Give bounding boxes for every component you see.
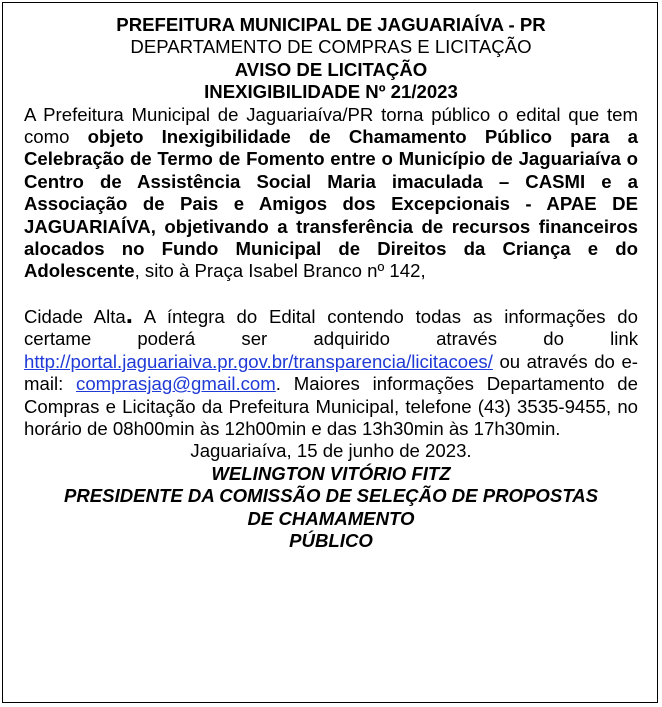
notice-type-heading: AVISO DE LICITAÇÃO	[234, 58, 428, 80]
email-link[interactable]: comprasjag@gmail.com	[76, 373, 276, 395]
edital-info-text: A íntegra do Edital contendo todas as informações do certame poderá ser adquirido através do link	[24, 305, 638, 350]
department-heading: DEPARTAMENTO DE COMPRAS E LICITAÇÃO	[130, 36, 532, 58]
contact-info-text: . Maiores informações Departamento de Compras e Licitação da Prefeitura Municipal, telefone (43) 3535-9455, no horário de 08h00min às 12h00min e das 13h30min às 17h30min.	[24, 373, 638, 439]
signer-role-line-1: PRESIDENTE DA COMISSÃO DE SELEÇÃO DE PROPOSTAS	[63, 485, 599, 507]
notice-number-heading: INEXIGIBILIDADE Nº 21/2023	[204, 81, 458, 103]
location-text: , sito à Praça Isabel Branco nº 142,	[134, 260, 426, 282]
notice-paragraph-object	[24, 104, 638, 283]
signer-role-line-3: PÚBLICO	[289, 529, 373, 551]
district-text: Cidade Alta	[24, 305, 126, 327]
bid-notice	[24, 14, 638, 552]
notice-paragraph-info	[24, 298, 638, 440]
place-date: Jaguariaíva, 15 de junho de 2023.	[190, 440, 472, 462]
object-text: objeto Inexigibilidade de Chamamento Público para a Celebração de Termo de Fomento entre o Município de Jaguariaíva o Centro de Assistência Social Maria imaculada – CASMI e a Associação de Pais e Amigos dos Excepcionais - APAE DE JAGUARIAÍVA, objetivando a transferência de recursos financeiros alocados no Fundo Municipal de Direitos da Criança e do Adolescente	[24, 126, 638, 282]
email-intro-text: ou através do e-mail:	[24, 350, 638, 395]
district-period: .	[125, 298, 133, 329]
transparency-link[interactable]: http://portal.jaguariaiva.pr.gov.br/transparencia/licitacoes/	[24, 350, 493, 372]
signer-role-line-2: DE CHAMAMENTO	[247, 507, 415, 529]
signer-name: WELINGTON VITÓRIO FITZ	[211, 462, 451, 484]
municipality-heading: PREFEITURA MUNICIPAL DE JAGUARIAÍVA - PR	[116, 14, 546, 35]
intro-text: A Prefeitura Municipal de Jaguariaíva/PR torna público o edital que tem como	[24, 103, 638, 148]
